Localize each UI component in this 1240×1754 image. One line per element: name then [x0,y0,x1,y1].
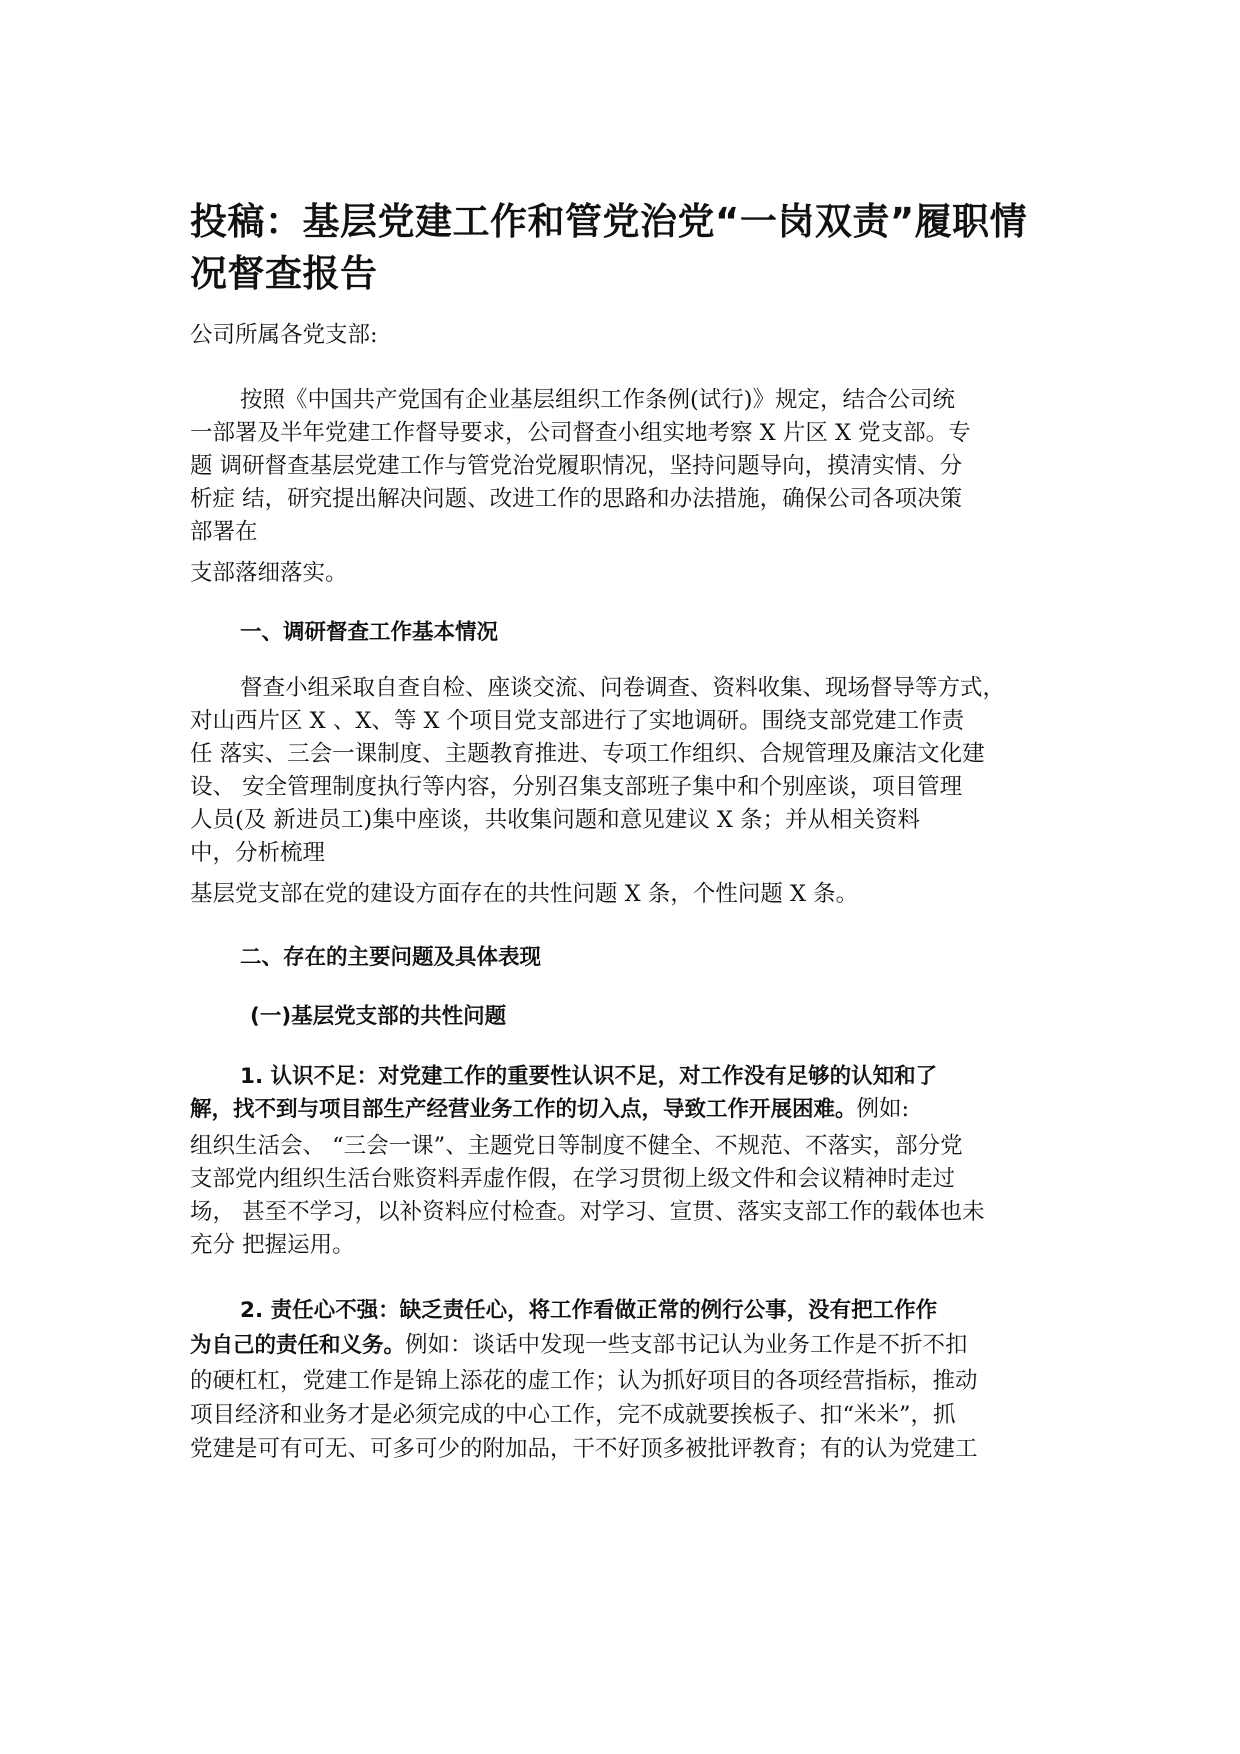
section-1-line: 设、 安全管理制度执行等内容，分别召集支部班子集中和个别座谈，项目管理 [190,774,963,800]
document-title [190,196,1070,300]
section-1-line: 中，分析梳理 [190,840,326,866]
item-1-example-label: 例如: [856,1096,910,1122]
section-1-line: 人员(及 新进员工)集中座谈，共收集问题和意见建议 X 条；并从相关资料 [190,807,921,833]
section-1-heading: 一、调研督查工作基本情况 [240,620,499,645]
intro-line: 按照《中国共产党国有企业基层组织工作条例(试行)》规定，结合公司统 [240,387,956,413]
item-2-bold-text: 为自己的责任和义务。 [190,1333,406,1358]
title-line-2: 况督查报告 [190,252,378,295]
subsection-1-heading: (一)基层党支部的共性问题 [250,1004,507,1029]
item-2-line: 党建是可有可无、可多可少的附加品，干不好顶多被批评教育；有的认为党建工 [190,1436,978,1462]
item-1-bold-text: 解，找不到与项目部生产经营业务工作的切入点，导致工作开展困难。 [190,1097,857,1122]
item-1-line: 组织生活会、 “三会一课”、主题党日等制度不健全、不规范、不落实，部分党 [190,1133,963,1159]
item-1-line: 支部党内组织生活台账资料弄虚作假，在学习贯彻上级文件和会议精神时走过 [190,1166,956,1192]
section-1-line: 基层党支部在党的建设方面存在的共性问题 X 条，个性问题 X 条。 [190,881,859,907]
item-1-line: 场， 甚至不学习，以补资料应付检查。对学习、宣贯、落实支部工作的载体也未 [190,1199,985,1225]
intro-line: 一部署及半年党建工作督导要求，公司督查小组实地考察 X 片区 X 党支部。专 [190,420,971,446]
section-1-line: 对山西片区 X 、X、等 X 个项目党支部进行了实地调研。围绕支部党建工作责 [190,708,965,734]
item-2-example-text: 例如：谈话中发现一些支部书记认为业务工作是不折不扣 [405,1332,968,1358]
section-2-heading: 二、存在的主要问题及具体表现 [240,945,542,970]
title-line-1: 投稿：基层党建工作和管党治党“一岗双责”履职情 [190,200,1028,243]
item-1-line: 充分 把握运用。 [190,1232,355,1258]
item-2-bold-line: 2. 责任心不强：缺乏责任心，将工作看做正常的例行公事，没有把工作作 [240,1298,938,1323]
intro-line: 题 调研督查基层党建工作与管党治党履职情况，坚持问题导向，摸清实情、分 [190,453,963,479]
intro-line: 支部落细落实。 [190,560,348,586]
item-2-line-2 [190,1330,968,1361]
item-2-line: 的硬杠杠，党建工作是锦上添花的虚工作；认为抓好项目的各项经营指标，推动 [190,1368,978,1394]
intro-line: 部署在 [190,519,258,545]
section-1-line: 督查小组采取自查自检、座谈交流、问卷调查、资料收集、现场督导等方式， [240,675,1006,701]
section-1-line: 任 落实、三会一课制度、主题教育推进、专项工作组织、合规管理及廉洁文化建 [190,741,985,767]
salutation: 公司所属各党支部: [190,322,378,348]
item-1-line-2 [190,1094,909,1125]
intro-line: 析症 结，研究提出解决问题、改进工作的思路和办法措施，确保公司各项决策 [190,486,963,512]
item-1-bold-line: 1. 认识不足：对党建工作的重要性认识不足，对工作没有足够的认知和了 [240,1064,938,1089]
item-2-line: 项目经济和业务才是必须完成的中心工作，完不成就要挨板子、扣“米米”，抓 [190,1402,956,1428]
